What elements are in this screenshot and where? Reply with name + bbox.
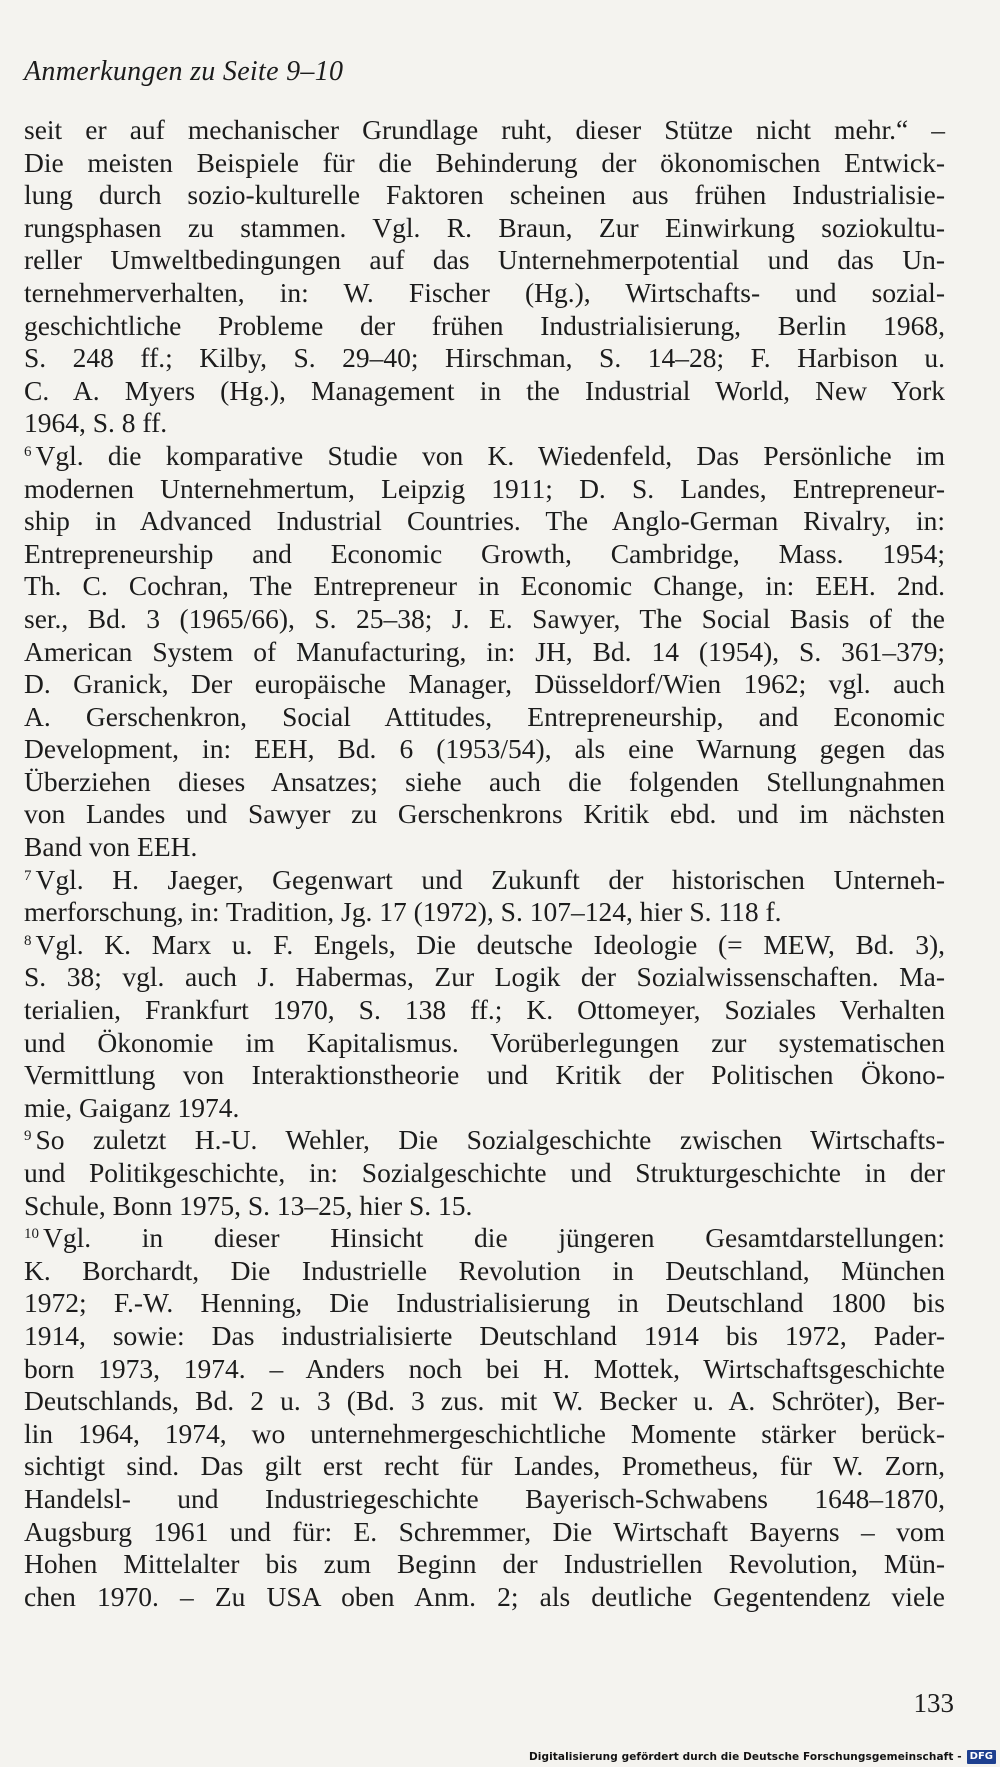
line-text: born 1973, 1974. – Anders noch bei H. Mottek, Wirtschaftsgeschichte — [24, 1352, 945, 1384]
line-text: Überziehen dieses Ansatzes; siehe auch die folgenden Stellungnahmen — [24, 765, 945, 797]
text-line — [24, 114, 945, 147]
line-text: 1964, S. 8 ff. — [24, 407, 168, 439]
footnote-number: 10 — [24, 1226, 39, 1243]
line-text: geschichtliche Probleme der frühen Industrialisierung, Berlin 1968, — [24, 309, 945, 341]
line-text: lin 1964, 1974, wo unternehmergeschichtliche Momente stärker berück- — [24, 1417, 945, 1449]
line-text: Die meisten Beispiele für die Behinderung der ökonomischen Entwick- — [24, 146, 945, 178]
line-text: Deutschlands, Bd. 2 u. 3 (Bd. 3 zus. mit W. Becker u. A. Schröter), Ber- — [24, 1385, 945, 1417]
text-line — [24, 212, 945, 245]
text-line — [24, 1418, 945, 1451]
line-text: 1972; F.-W. Henning, Die Industrialisierung in Deutschland 1800 bis — [24, 1287, 945, 1319]
line-text: terialien, Frankfurt 1970, S. 138 ff.; K. Ottomeyer, Soziales Verhalten — [24, 994, 945, 1026]
text-line — [24, 1581, 945, 1614]
line-text: C. A. Myers (Hg.), Management in the Industrial World, New York — [24, 374, 945, 406]
text-line — [24, 473, 945, 506]
line-text: 1914, sowie: Das industrialisierte Deutschland 1914 bis 1972, Pader- — [24, 1319, 945, 1351]
text-line — [24, 831, 945, 864]
text-line — [24, 733, 945, 766]
text-line — [24, 375, 945, 408]
line-text: S. 38; vgl. auch J. Habermas, Zur Logik der Sozialwissenschaften. Ma- — [24, 961, 945, 993]
line-text: Vgl. H. Jaeger, Gegenwart und Zukunft der historischen Unterneh- — [35, 863, 945, 895]
text-line — [24, 277, 945, 310]
text-line — [24, 1190, 945, 1223]
text-line — [24, 636, 945, 669]
text-line — [24, 1157, 945, 1190]
text-line — [24, 342, 945, 375]
text-line — [24, 798, 945, 831]
text-line — [24, 1255, 945, 1288]
text-line — [24, 1516, 945, 1549]
running-head: Anmerkungen zu Seite 9–10 — [24, 56, 344, 87]
text-line — [24, 244, 945, 277]
text-line — [24, 1092, 945, 1125]
line-text: reller Umweltbedingungen auf das Unternehmerpotential und das Un- — [24, 244, 945, 276]
text-line — [24, 1124, 945, 1157]
line-text: Hohen Mittelalter bis zum Beginn der Industriellen Revolution, Mün- — [24, 1548, 945, 1580]
line-text: Vermittlung von Interaktionstheorie und Kritik der Politischen Ökono- — [24, 1059, 945, 1091]
line-text: Handelsl- und Industriegeschichte Bayerisch-Schwabens 1648–1870, — [24, 1482, 945, 1514]
line-text: Vgl. K. Marx u. F. Engels, Die deutsche Ideologie (= MEW, Bd. 3), — [35, 928, 945, 960]
text-line — [24, 994, 945, 1027]
line-text: S. 248 ff.; Kilby, S. 29–40; Hirschman, S. 14–28; F. Harbison u. — [24, 342, 945, 374]
line-text: chen 1970. – Zu USA oben Anm. 2; als deutliche Gegentendenz viele — [24, 1580, 945, 1612]
text-line — [24, 1320, 945, 1353]
line-text: D. Granick, Der europäische Manager, Düsseldorf/Wien 1962; vgl. auch — [24, 668, 945, 700]
text-line — [24, 179, 945, 212]
line-text: A. Gerschenkron, Social Attitudes, Entrepreneurship, and Economic — [24, 700, 945, 732]
footnotes-text — [24, 114, 945, 1613]
text-line — [24, 896, 945, 929]
footnote-number: 9 — [24, 1128, 32, 1145]
footnote-number: 7 — [24, 867, 32, 884]
line-text: Vgl. die komparative Studie von K. Wiedenfeld, Das Persönliche im — [35, 439, 945, 471]
text-line — [24, 701, 945, 734]
text-line — [24, 1450, 945, 1483]
line-text: rungsphasen zu stammen. Vgl. R. Braun, Zur Einwirkung soziokultu- — [24, 211, 945, 243]
text-line — [24, 1385, 945, 1418]
line-text: ship in Advanced Industrial Countries. The Anglo-German Rivalry, in: — [24, 505, 945, 537]
text-line — [24, 668, 945, 701]
line-text: Development, in: EEH, Bd. 6 (1953/54), als eine Warnung gegen das — [24, 733, 945, 765]
text-line — [24, 407, 945, 440]
line-text: Vgl. in dieser Hinsicht die jüngeren Gesamtdarstellungen: — [43, 1222, 945, 1254]
line-text: American System of Manufacturing, in: JH, Bd. 14 (1954), S. 361–379; — [24, 635, 945, 667]
digitization-footer — [529, 1750, 996, 1764]
text-line — [24, 505, 945, 538]
line-text: ser., Bd. 3 (1965/66), S. 25–38; J. E. Sawyer, The Social Basis of the — [24, 602, 945, 634]
text-line — [24, 961, 945, 994]
text-line — [24, 570, 945, 603]
text-line — [24, 310, 945, 343]
text-line — [24, 538, 945, 571]
text-line — [24, 1353, 945, 1386]
line-text: seit er auf mechanischer Grundlage ruht, dieser Stütze nicht mehr.“ – — [24, 114, 945, 145]
footnote-number: 6 — [24, 443, 32, 460]
line-text: lung durch sozio-kulturelle Faktoren scheinen aus frühen Industrialisie- — [24, 179, 945, 211]
line-text: Band von EEH. — [24, 831, 198, 863]
line-text: mie, Gaiganz 1974. — [24, 1091, 240, 1123]
line-text: Entrepreneurship and Economic Growth, Cambridge, Mass. 1954; — [24, 537, 945, 569]
line-text: Th. C. Cochran, The Entrepreneur in Economic Change, in: EEH. 2nd. — [24, 570, 945, 602]
text-line — [24, 1483, 945, 1516]
line-text: und Ökonomie im Kapitalismus. Vorüberlegungen zur systematischen — [24, 1026, 945, 1058]
text-line — [24, 1027, 945, 1060]
text-line — [24, 1548, 945, 1581]
line-text: So zuletzt H.-U. Wehler, Die Sozialgeschichte zwischen Wirtschafts- — [35, 1124, 945, 1156]
text-line — [24, 147, 945, 180]
page-number: 133 — [913, 1688, 954, 1718]
line-text: von Landes und Sawyer zu Gerschenkrons Kritik ebd. und im nächsten — [24, 798, 945, 830]
footnote-number: 8 — [24, 932, 32, 949]
text-line — [24, 929, 945, 962]
text-line — [24, 766, 945, 799]
text-line — [24, 1222, 945, 1255]
footer-credit: Digitalisierung gefördert durch die Deutsche Forschungsgemeinschaft - — [528, 1751, 962, 1763]
text-line — [24, 1287, 945, 1320]
line-text: und Politikgeschichte, in: Sozialgeschichte und Strukturgeschichte in der — [24, 1157, 945, 1188]
text-line — [24, 864, 945, 897]
line-text: modernen Unternehmertum, Leipzig 1911; D. S. Landes, Entrepreneur- — [24, 472, 945, 504]
line-text: Augsburg 1961 und für: E. Schremmer, Die Wirtschaft Bayerns – vom — [24, 1515, 945, 1547]
line-text: merforschung, in: Tradition, Jg. 17 (1972), S. 107–124, hier S. 118 f. — [24, 896, 782, 928]
text-line — [24, 603, 945, 636]
line-text: sichtigt sind. Das gilt erst recht für Landes, Prometheus, für W. Zorn, — [24, 1450, 945, 1482]
text-line — [24, 440, 945, 473]
line-text: K. Borchardt, Die Industrielle Revolution in Deutschland, München — [24, 1254, 945, 1286]
dfg-logo-icon: DFG — [967, 1750, 996, 1764]
line-text: ternehmerverhalten, in: W. Fischer (Hg.), Wirtschafts- und sozial- — [24, 276, 945, 308]
line-text: Schule, Bonn 1975, S. 13–25, hier S. 15. — [24, 1189, 473, 1221]
text-line — [24, 1059, 945, 1092]
